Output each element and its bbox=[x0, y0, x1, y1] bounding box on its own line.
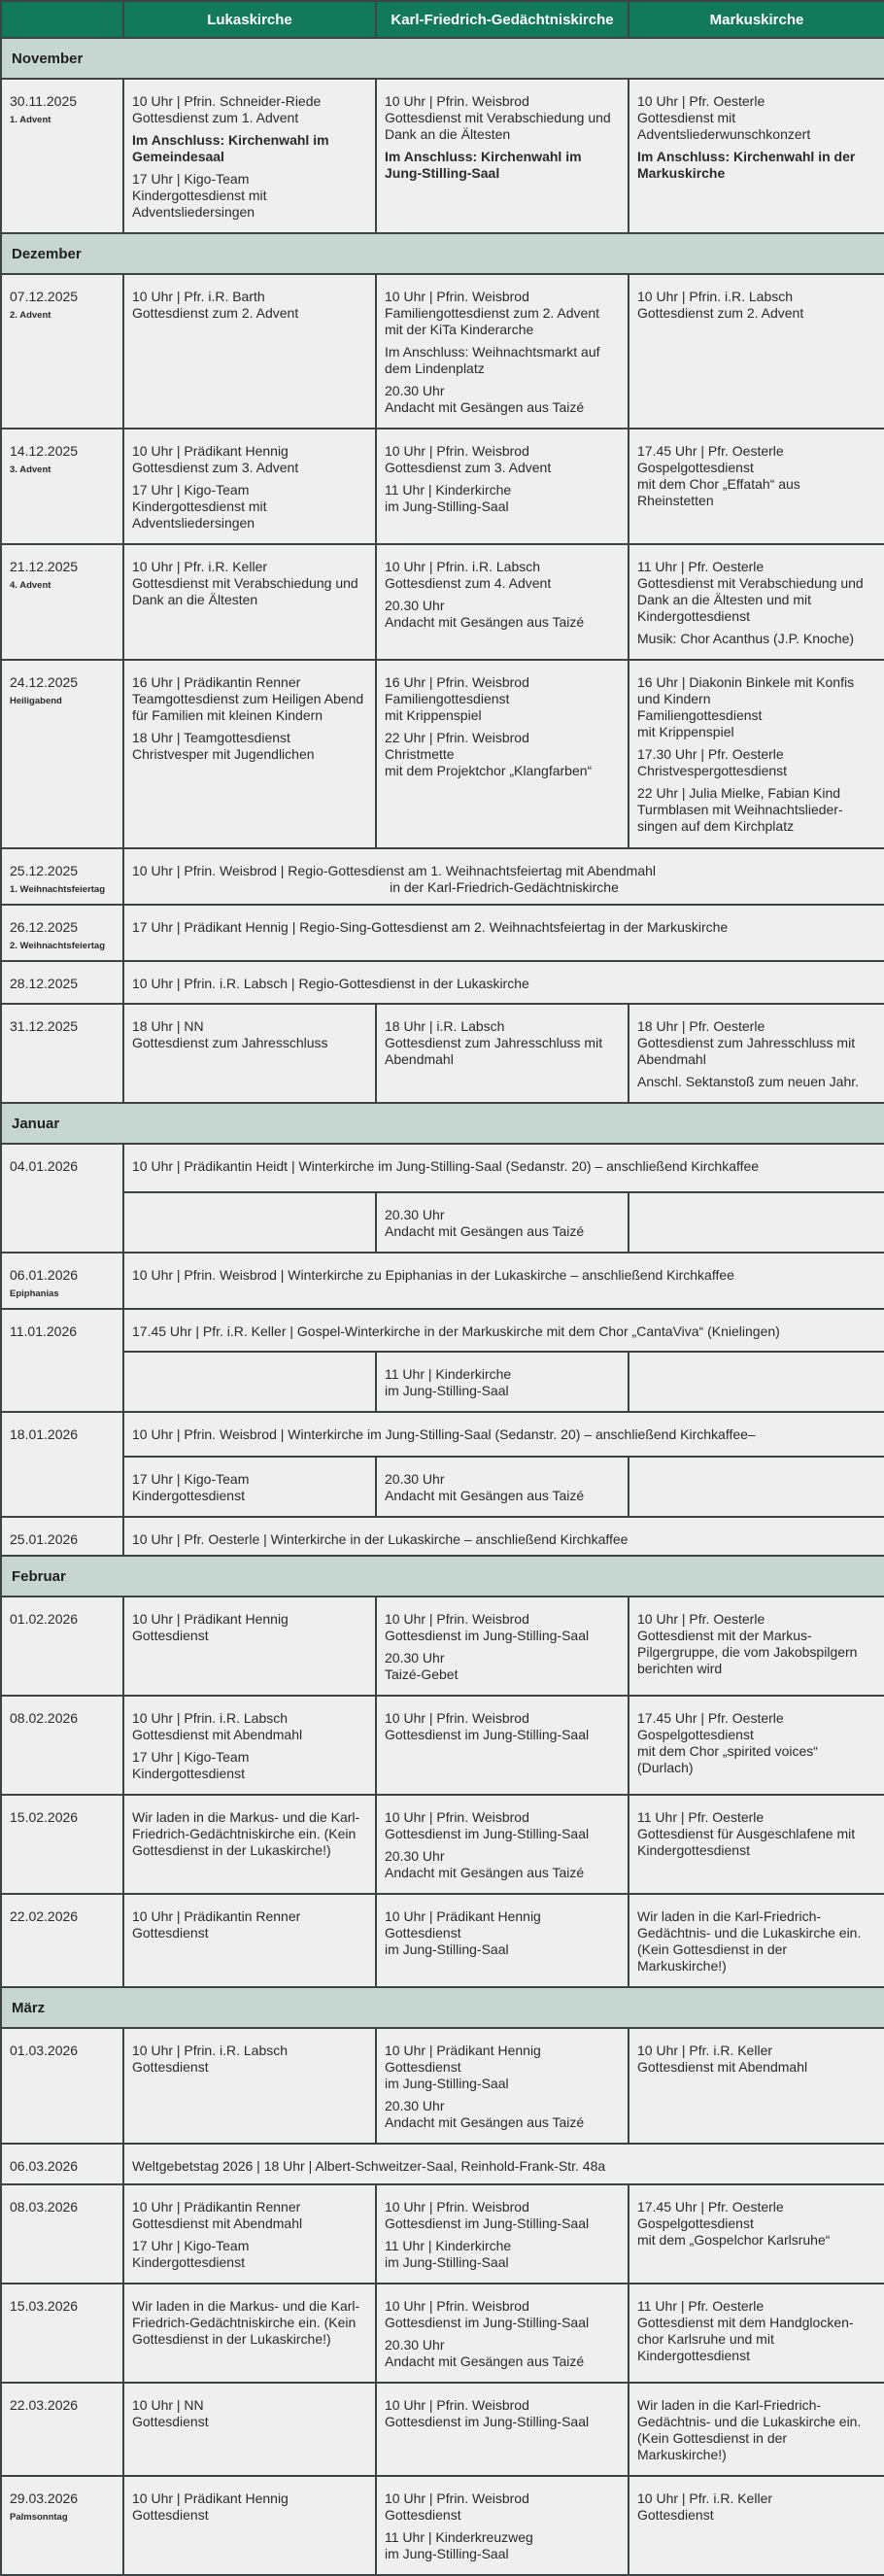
date-label: 30.11.2025 bbox=[10, 93, 78, 109]
date-label: 06.03.2026 bbox=[10, 2158, 79, 2174]
service-entry: 11 Uhr | Kinderkreuzweg im Jung-Stilling-Saal bbox=[385, 2529, 533, 2561]
lukaskirche-cell bbox=[123, 79, 376, 233]
lukaskirche-cell bbox=[123, 544, 376, 660]
service-entry: Wir laden in die Karl-Friedrich-Gedächtnis- und die Lukaskirche ein.(Kein Gottesdienst in der Markuskirche!) bbox=[637, 2397, 862, 2462]
lukaskirche-cell bbox=[123, 274, 376, 429]
lukaskirche-cell bbox=[123, 1352, 376, 1412]
service-entry: 16 Uhr | Diakonin Binkele mit Konfis und Kindern Familiengottesdienst mit Krippenspiel bbox=[637, 674, 855, 739]
table-row bbox=[1, 1352, 884, 1412]
karl-friedrich-cell bbox=[376, 1795, 629, 1894]
service-entry: 10 Uhr | Pfrin. Weisbrod Gottesdienst bbox=[385, 2490, 529, 2523]
day-name: 2. Advent bbox=[10, 310, 51, 321]
service-entry: 18 Uhr | Pfr. Oesterle Gottesdienst zum Jahresschluss mit Abendmahl bbox=[637, 1018, 856, 1067]
combined-service-cell bbox=[123, 905, 884, 961]
date-label: 01.02.2026 bbox=[10, 1611, 79, 1627]
table-row bbox=[1, 544, 884, 660]
combined-service-cell bbox=[123, 848, 884, 905]
lukaskirche-cell bbox=[123, 1696, 376, 1795]
service-entry: 20.30 Uhr Taizé-Gebet bbox=[385, 1650, 459, 1682]
combined-service-text: 10 Uhr | Pfrin. Weisbrod | Winterkirche zu Epiphanias in der Lukaskirche – anschließend Kirchkaffee bbox=[132, 1267, 734, 1283]
table-row bbox=[1, 1412, 884, 1457]
karl-friedrich-cell bbox=[376, 2184, 629, 2284]
header-karl-friedrich-gedaechtniskirche: Karl-Friedrich-Gedächtniskirche bbox=[376, 1, 629, 38]
service-entry: 10 Uhr | Pfrin. Weisbrod Gottesdienst im Jung-Stilling-Saal bbox=[385, 1809, 590, 1841]
service-entry: Anschl. Sektanstoß zum neuen Jahr. bbox=[637, 1074, 860, 1089]
date-cell bbox=[1, 1517, 123, 1556]
lukaskirche-cell bbox=[123, 660, 376, 848]
date-cell bbox=[1, 1696, 123, 1795]
lukaskirche-cell bbox=[123, 2476, 376, 2575]
combined-service-text: 17 Uhr | Prädikant Hennig | Regio-Sing-Gottesdienst am 2. Weihnachtsfeiertag in der Markuskirche bbox=[132, 919, 729, 935]
date-label: 14.12.2025 bbox=[10, 443, 79, 459]
table-row bbox=[1, 1597, 884, 1696]
date-label: 21.12.2025 bbox=[10, 559, 79, 574]
markuskirche-cell bbox=[629, 1894, 884, 1987]
date-cell bbox=[1, 905, 123, 961]
combined-service-cell bbox=[123, 1253, 884, 1309]
date-cell bbox=[1, 2184, 123, 2284]
combined-service-text: 10 Uhr | Pfr. Oesterle | Winterkirche in der Lukaskirche – anschließend Kirchkaffee bbox=[132, 1531, 629, 1547]
karl-friedrich-cell bbox=[376, 2383, 629, 2476]
service-entry: 20.30 Uhr Andacht mit Gesängen aus Taizé bbox=[385, 598, 585, 630]
date-label: 25.12.2025 bbox=[10, 863, 79, 878]
day-name: Heiligabend bbox=[10, 696, 62, 706]
service-entry: 17.45 Uhr | Pfr. Oesterle Gospelgottesdienst mit dem Chor „spirited voices“ (Durlach) bbox=[637, 1710, 818, 1775]
service-entry: 10 Uhr | Pfrin. Weisbrod Gottesdienst im Jung-Stilling-Saal bbox=[385, 2298, 590, 2330]
date-label: 26.12.2025 bbox=[10, 919, 79, 935]
service-entry: 10 Uhr | Pfr. i.R. Keller Gottesdienst mit Abendmahl bbox=[637, 2043, 808, 2075]
markuskirche-cell bbox=[629, 1795, 884, 1894]
markuskirche-cell bbox=[629, 1457, 884, 1517]
table-row bbox=[1, 429, 884, 544]
date-label: 22.03.2026 bbox=[10, 2397, 79, 2413]
service-entry: 10 Uhr | Pfrin. Weisbrod Gottesdienst im Jung-Stilling-Saal bbox=[385, 2397, 590, 2429]
table-row bbox=[1, 79, 884, 233]
karl-friedrich-cell bbox=[376, 1192, 629, 1253]
date-label: 15.02.2026 bbox=[10, 1809, 79, 1825]
service-entry: 10 Uhr | Pfrin. Weisbrod Gottesdienst zum 3. Advent bbox=[385, 443, 552, 475]
lukaskirche-cell bbox=[123, 1192, 376, 1253]
service-entry: 11 Uhr | Kinderkirche im Jung-Stilling-Saal bbox=[385, 482, 512, 514]
combined-service-text: 10 Uhr | Prädikantin Heidt | Winterkirche im Jung-Stilling-Saal (Sedanstr. 20) – anschließend Kirchkaffee bbox=[132, 1158, 760, 1174]
date-cell bbox=[1, 2284, 123, 2383]
service-entry: 17.30 Uhr | Pfr. Oesterle Christvespergottesdienst bbox=[637, 746, 788, 778]
combined-service-text: 17.45 Uhr | Pfr. i.R. Keller | Gospel-Winterkirche in der Markuskirche mit dem Chor „CantaViva“ (Knielingen) bbox=[132, 1323, 780, 1339]
table-row bbox=[1, 1309, 884, 1352]
table-row bbox=[1, 1192, 884, 1253]
service-entry: Im Anschluss: Weihnachtsmarkt auf dem Lindenplatz bbox=[385, 344, 600, 376]
service-entry: 17 Uhr | Kigo-Team Kindergottesdienst bbox=[132, 2238, 250, 2270]
lukaskirche-cell bbox=[123, 1004, 376, 1103]
table-row bbox=[1, 2144, 884, 2184]
month-row bbox=[1, 233, 884, 274]
date-label: 08.02.2026 bbox=[10, 1710, 79, 1726]
karl-friedrich-cell bbox=[376, 2284, 629, 2383]
header-lukaskirche: Lukaskirche bbox=[123, 1, 376, 38]
service-entry: 10 Uhr | Pfrin. Weisbrod Gottesdienst mit Verabschiedung und Dank an die Ältesten bbox=[385, 93, 611, 142]
lukaskirche-cell bbox=[123, 1457, 376, 1517]
date-cell bbox=[1, 1894, 123, 1987]
service-entry: 10 Uhr | Prädikantin Renner Gottesdienst bbox=[132, 1908, 301, 1941]
table-row bbox=[1, 660, 884, 848]
table-row bbox=[1, 1144, 884, 1192]
table-row bbox=[1, 1004, 884, 1103]
date-cell bbox=[1, 1597, 123, 1696]
service-entry: 10 Uhr | Prädikant Hennig Gottesdienst zum 3. Advent bbox=[132, 443, 299, 475]
service-entry: 10 Uhr | NN Gottesdienst bbox=[132, 2397, 209, 2429]
date-label: 25.01.2026 bbox=[10, 1531, 79, 1547]
month-heading: Februar bbox=[1, 1556, 884, 1597]
header-date bbox=[1, 1, 123, 38]
day-name: 1. Advent bbox=[10, 115, 51, 125]
karl-friedrich-cell bbox=[376, 1352, 629, 1412]
lukaskirche-cell bbox=[123, 2383, 376, 2476]
service-entry: 11 Uhr | Pfr. Oesterle Gottesdienst mit Verabschiedung und Dank an die Ältesten und mit Kindergottesdienst bbox=[637, 559, 864, 624]
combined-service-cell bbox=[123, 1517, 884, 1556]
lukaskirche-cell bbox=[123, 1894, 376, 1987]
month-row bbox=[1, 1556, 884, 1597]
karl-friedrich-cell bbox=[376, 1457, 629, 1517]
service-entry: 10 Uhr | Pfrin. i.R. Labsch Gottesdienst bbox=[132, 2043, 289, 2075]
service-entry: 20.30 Uhr Andacht mit Gesängen aus Taizé bbox=[385, 383, 585, 415]
service-entry: 10 Uhr | Pfrin. Weisbrod Gottesdienst im Jung-Stilling-Saal bbox=[385, 1611, 590, 1643]
service-entry: 10 Uhr | Pfrin. i.R. Labsch Gottesdienst mit Abendmahl bbox=[132, 1710, 303, 1742]
service-entry: 11 Uhr | Pfr. Oesterle Gottesdienst für Ausgeschlafene mit Kindergottesdienst bbox=[637, 1809, 856, 1858]
markuskirche-cell bbox=[629, 429, 884, 544]
combined-service-cell bbox=[123, 961, 884, 1004]
date-cell bbox=[1, 848, 123, 905]
markuskirche-cell bbox=[629, 1597, 884, 1696]
service-entry: 16 Uhr | Prädikantin Renner Teamgottesdienst zum Heiligen Abend für Familien mit kleinen Kindern bbox=[132, 674, 364, 723]
date-label: 31.12.2025 bbox=[10, 1018, 79, 1034]
service-entry: 20.30 Uhr Andacht mit Gesängen aus Taizé bbox=[385, 2337, 585, 2369]
date-cell bbox=[1, 2144, 123, 2184]
table-row bbox=[1, 848, 884, 905]
table-row bbox=[1, 1517, 884, 1556]
karl-friedrich-cell bbox=[376, 1696, 629, 1795]
day-name: 4. Advent bbox=[10, 580, 51, 591]
date-cell bbox=[1, 1412, 123, 1517]
lukaskirche-cell bbox=[123, 2184, 376, 2284]
date-label: 11.01.2026 bbox=[10, 1323, 78, 1339]
date-cell bbox=[1, 1144, 123, 1253]
service-entry: 10 Uhr | Pfr. i.R. Keller Gottesdienst mit Verabschiedung und Dank an die Ältesten bbox=[132, 559, 358, 607]
service-entry: 17 Uhr | Kigo-Team Kindergottesdienst bbox=[132, 1749, 250, 1781]
date-cell bbox=[1, 429, 123, 544]
service-entry: Im Anschluss: Kirchenwahl im Jung-Stilling-Saal bbox=[385, 149, 582, 181]
service-entry: 10 Uhr | Prädikant Hennig Gottesdienst im Jung-Stilling-Saal bbox=[385, 1908, 541, 1957]
service-entry: Musik: Chor Acanthus (J.P. Knoche) bbox=[637, 631, 855, 646]
date-label: 04.01.2026 bbox=[10, 1158, 79, 1174]
service-entry: 10 Uhr | Pfrin. Weisbrod Gottesdienst im Jung-Stilling-Saal bbox=[385, 2199, 590, 2231]
karl-friedrich-cell bbox=[376, 274, 629, 429]
combined-service-text: 10 Uhr | Pfrin. Weisbrod | Winterkirche im Jung-Stilling-Saal (Sedanstr. 20) – anschließend Kirchkaffee– bbox=[132, 1426, 756, 1442]
markuskirche-cell bbox=[629, 1696, 884, 1795]
markuskirche-cell bbox=[629, 274, 884, 429]
date-cell bbox=[1, 1795, 123, 1894]
date-label: 22.02.2026 bbox=[10, 1908, 79, 1924]
table-row bbox=[1, 1253, 884, 1309]
service-entry: 10 Uhr | Prädikant Hennig Gottesdienst bbox=[132, 1611, 289, 1643]
service-entry: 22 Uhr | Pfrin. Weisbrod Christmette mit dem Projektchor „Klangfarben“ bbox=[385, 730, 593, 778]
service-entry: 10 Uhr | Prädikant Hennig Gottesdienst im Jung-Stilling-Saal bbox=[385, 2043, 541, 2091]
combined-service-cell bbox=[123, 1144, 884, 1192]
service-entry: 10 Uhr | Pfrin. i.R. Labsch Gottesdienst zum 2. Advent bbox=[637, 289, 804, 321]
month-row bbox=[1, 1103, 884, 1144]
markuskirche-cell bbox=[629, 544, 884, 660]
service-entry: 11 Uhr | Kinderkirche im Jung-Stilling-Saal bbox=[385, 2238, 512, 2270]
service-entry: 16 Uhr | Pfrin. Weisbrod Familiengottesdienst mit Krippenspiel bbox=[385, 674, 529, 723]
date-cell bbox=[1, 2383, 123, 2476]
service-entry: 17 Uhr | Kigo-Team Kindergottesdienst mit Adventsliedersingen bbox=[132, 171, 267, 220]
table-row bbox=[1, 905, 884, 961]
service-entry: Im Anschluss: Kirchenwahl im Gemeindesaal bbox=[132, 132, 329, 164]
service-entry: 17.45 Uhr | Pfr. Oesterle Gospelgottesdienst mit dem „Gospelchor Karlsruhe“ bbox=[637, 2199, 831, 2248]
markuskirche-cell bbox=[629, 2476, 884, 2575]
combined-service-text: in der Karl-Friedrich-Gedächtniskirche bbox=[390, 879, 619, 895]
markuskirche-cell bbox=[629, 660, 884, 848]
month-heading: November bbox=[1, 38, 884, 79]
markuskirche-cell bbox=[629, 2184, 884, 2284]
markuskirche-cell bbox=[629, 2383, 884, 2476]
karl-friedrich-cell bbox=[376, 660, 629, 848]
table-row bbox=[1, 2028, 884, 2144]
karl-friedrich-cell bbox=[376, 2028, 629, 2144]
service-entry: Im Anschluss: Kirchenwahl in der Markuskirche bbox=[637, 149, 856, 181]
table-row bbox=[1, 961, 884, 1004]
service-entry: 22 Uhr | Julia Mielke, Fabian Kind Turmblasen mit Weihnachtslieder-singen auf dem Kirchplatz bbox=[637, 785, 843, 834]
date-cell bbox=[1, 961, 123, 1004]
lukaskirche-cell bbox=[123, 1597, 376, 1696]
service-entry: 10 Uhr | Pfr. i.R. Keller Gottesdienst bbox=[637, 2490, 773, 2523]
karl-friedrich-cell bbox=[376, 1597, 629, 1696]
date-label: 08.03.2026 bbox=[10, 2199, 79, 2215]
markuskirche-cell bbox=[629, 2284, 884, 2383]
service-entry: 10 Uhr | Pfr. Oesterle Gottesdienst mit der Markus-Pilgergruppe, die vom Jakobspilgern berichten wird bbox=[637, 1611, 858, 1676]
service-entry: 10 Uhr | Pfrin. Weisbrod Familiengottesdienst zum 2. Advent mit der KiTa Kinderarche bbox=[385, 289, 600, 337]
table-row bbox=[1, 2184, 884, 2284]
date-label: 07.12.2025 bbox=[10, 289, 79, 304]
combined-service-text: Weltgebetstag 2026 | 18 Uhr | Albert-Schweitzer-Saal, Reinhold-Frank-Str. 48a bbox=[132, 2158, 606, 2174]
date-cell bbox=[1, 2476, 123, 2575]
markuskirche-cell bbox=[629, 1192, 884, 1253]
date-label: 01.03.2026 bbox=[10, 2043, 79, 2058]
service-entry: 10 Uhr | Prädikantin Renner Gottesdienst mit Abendmahl bbox=[132, 2199, 303, 2231]
day-name: 3. Advent bbox=[10, 464, 51, 475]
table-row bbox=[1, 2284, 884, 2383]
table-row bbox=[1, 1894, 884, 1987]
combined-service-text: 10 Uhr | Pfrin. i.R. Labsch | Regio-Gottesdienst in der Lukaskirche bbox=[132, 976, 529, 991]
header-markuskirche: Markuskirche bbox=[629, 1, 884, 38]
service-entry: 17 Uhr | Kigo-Team Kindergottesdienst bbox=[132, 1471, 250, 1503]
date-cell bbox=[1, 1309, 123, 1412]
date-label: 18.01.2026 bbox=[10, 1426, 79, 1442]
day-name: 2. Weihnachtsfeiertag bbox=[10, 941, 106, 951]
table-row bbox=[1, 1795, 884, 1894]
markuskirche-cell bbox=[629, 79, 884, 233]
date-label: 28.12.2025 bbox=[10, 976, 79, 991]
day-name: Epiphanias bbox=[10, 1288, 59, 1299]
service-entry: 10 Uhr | Prädikant Hennig Gottesdienst bbox=[132, 2490, 289, 2523]
month-heading: Januar bbox=[1, 1103, 884, 1144]
month-row bbox=[1, 1987, 884, 2028]
lukaskirche-cell bbox=[123, 2028, 376, 2144]
schedule-body bbox=[1, 38, 884, 2575]
service-entry: 10 Uhr | Pfrin. Schneider-Riede Gottesdienst zum 1. Advent bbox=[132, 93, 322, 125]
service-entry: 18 Uhr | NN Gottesdienst zum Jahresschluss bbox=[132, 1018, 328, 1050]
date-cell bbox=[1, 1004, 123, 1103]
karl-friedrich-cell bbox=[376, 79, 629, 233]
month-heading: Dezember bbox=[1, 233, 884, 274]
service-entry: Wir laden in die Markus- und die Karl-Friedrich-Gedächtniskirche ein. (Kein Gottesdienst in der Lukaskirche!) bbox=[132, 1809, 360, 1858]
table-row bbox=[1, 1457, 884, 1517]
service-entry: 10 Uhr | Pfrin. i.R. Labsch Gottesdienst zum 4. Advent bbox=[385, 559, 552, 591]
combined-service-cell bbox=[123, 2144, 884, 2184]
table-row bbox=[1, 1696, 884, 1795]
lukaskirche-cell bbox=[123, 429, 376, 544]
service-entry: 17 Uhr | Kigo-Team Kindergottesdienst mit Adventsliedersingen bbox=[132, 482, 267, 531]
karl-friedrich-cell bbox=[376, 2476, 629, 2575]
table-row bbox=[1, 2383, 884, 2476]
service-entry: 10 Uhr | Pfrin. Weisbrod Gottesdienst im Jung-Stilling-Saal bbox=[385, 1710, 590, 1742]
service-entry: 11 Uhr | Kinderkirche im Jung-Stilling-Saal bbox=[385, 1366, 512, 1398]
service-entry: 10 Uhr | Pfr. Oesterle Gottesdienst mit Adventsliederwunschkonzert bbox=[637, 93, 811, 142]
table-row bbox=[1, 2476, 884, 2575]
date-label: 15.03.2026 bbox=[10, 2298, 79, 2314]
markuskirche-cell bbox=[629, 1004, 884, 1103]
date-cell bbox=[1, 1253, 123, 1309]
date-cell bbox=[1, 660, 123, 848]
karl-friedrich-cell bbox=[376, 1894, 629, 1987]
table-row bbox=[1, 274, 884, 429]
date-label: 06.01.2026 bbox=[10, 1267, 79, 1283]
combined-service-text: 10 Uhr | Pfrin. Weisbrod | Regio-Gottesdienst am 1. Weihnachtsfeiertag mit Abendmahl bbox=[132, 863, 657, 878]
combined-service-cell bbox=[123, 1309, 884, 1352]
date-cell bbox=[1, 2028, 123, 2144]
service-entry: 18 Uhr | i.R. Labsch Gottesdienst zum Jahresschluss mit Abendmahl bbox=[385, 1018, 603, 1067]
karl-friedrich-cell bbox=[376, 544, 629, 660]
date-cell bbox=[1, 274, 123, 429]
service-entry: 20.30 Uhr Andacht mit Gesängen aus Taizé bbox=[385, 1848, 585, 1880]
header-row bbox=[1, 1, 884, 38]
karl-friedrich-cell bbox=[376, 1004, 629, 1103]
month-row bbox=[1, 38, 884, 79]
karl-friedrich-cell bbox=[376, 429, 629, 544]
service-entry: 20.30 Uhr Andacht mit Gesängen aus Taizé bbox=[385, 1471, 585, 1503]
service-entry: 17.45 Uhr | Pfr. Oesterle Gospelgottesdienst mit dem Chor „Effatah“ aus Rheinstetten bbox=[637, 443, 800, 508]
service-entry: 11 Uhr | Pfr. Oesterle Gottesdienst mit dem Handglocken-chor Karlsruhe und mit Kindergottesdienst bbox=[637, 2298, 854, 2363]
markuskirche-cell bbox=[629, 1352, 884, 1412]
service-entry: 20.30 Uhr Andacht mit Gesängen aus Taizé bbox=[385, 2098, 585, 2130]
day-name: Palmsonntag bbox=[10, 2512, 68, 2523]
date-label: 29.03.2026 bbox=[10, 2490, 79, 2506]
lukaskirche-cell bbox=[123, 1795, 376, 1894]
service-entry: Wir laden in die Karl-Friedrich-Gedächtnis- und die Lukaskirche ein.(Kein Gottesdienst in der Markuskirche!) bbox=[637, 1908, 862, 1974]
month-heading: März bbox=[1, 1987, 884, 2028]
service-entry: 18 Uhr | Teamgottesdienst Christvesper mit Jugendlichen bbox=[132, 730, 315, 762]
date-label: 24.12.2025 bbox=[10, 674, 79, 690]
date-cell bbox=[1, 544, 123, 660]
service-entry: 10 Uhr | Pfr. i.R. Barth Gottesdienst zum 2. Advent bbox=[132, 289, 299, 321]
lukaskirche-cell bbox=[123, 2284, 376, 2383]
markuskirche-cell bbox=[629, 2028, 884, 2144]
date-cell bbox=[1, 79, 123, 233]
day-name: 1. Weihnachtsfeiertag bbox=[10, 884, 106, 895]
combined-service-cell bbox=[123, 1412, 884, 1457]
service-entry: 20.30 Uhr Andacht mit Gesängen aus Taizé bbox=[385, 1207, 585, 1239]
service-entry: Wir laden in die Markus- und die Karl-Friedrich-Gedächtniskirche ein. (Kein Gottesdienst in der Lukaskirche!) bbox=[132, 2298, 360, 2347]
